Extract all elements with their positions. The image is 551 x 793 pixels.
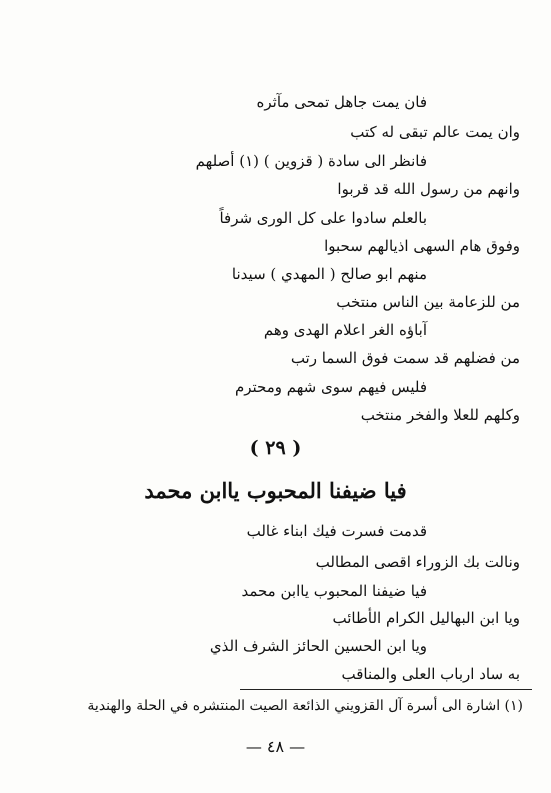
- verse-line: وانهم من رسول الله قد قربوا: [337, 180, 520, 198]
- verse-line: بالعلم سادوا على كل الورى شرفاً: [219, 209, 427, 227]
- verse-line: ويا ابن الحسين الحائز الشرف الذي: [209, 637, 427, 655]
- verse-line: آباؤه الغر اعلام الهدى وهم: [263, 321, 427, 339]
- page-number: — ٤٨ —: [245, 737, 306, 756]
- verse-line: وفوق هام السهى اذيالهم سحبوا: [324, 237, 520, 255]
- verse-line: من فضلهم قد سمت فوق السما رتب: [290, 349, 520, 367]
- verse-line: به ساد ارباب العلى والمناقب: [341, 665, 520, 683]
- footnote-divider: [240, 689, 532, 690]
- verse-line: منهم ابو صالح ( المهدي ) سيدنا: [231, 265, 427, 283]
- verse-line: ونالت بك الزوراء اقصى المطالب: [315, 553, 520, 571]
- verse-line: قدمت فسرت فيك ابناء غالب: [246, 522, 427, 540]
- section-title: فيا ضيفنا المحبوب ياابن محمد: [144, 478, 407, 503]
- verse-line: فليس فيهم سوى شهم ومحترم: [234, 378, 427, 396]
- verse-line: وكلهم للعلا والفخر منتخب: [360, 406, 520, 424]
- verse-line: فيا ضيفنا المحبوب ياابن محمد: [241, 582, 427, 600]
- footnote: (١) اشارة الى أسرة آل القزويني الذائعة الصيت المنتشره في الحلة والهندية: [87, 698, 523, 714]
- verse-line: فان يمت جاهل تمحى مآثره: [256, 93, 427, 111]
- verse-line: وان يمت عالم تبقى له كتب: [350, 123, 520, 141]
- verse-line: فانظر الى سادة ( قزوين ) (١) أصلهم: [195, 152, 427, 170]
- verse-line: من للزعامة بين الناس منتخب: [336, 293, 520, 311]
- verse-line: ويا ابن البهاليل الكرام الأطائب: [332, 609, 520, 627]
- section-number: ( ٢٩ ): [249, 437, 302, 459]
